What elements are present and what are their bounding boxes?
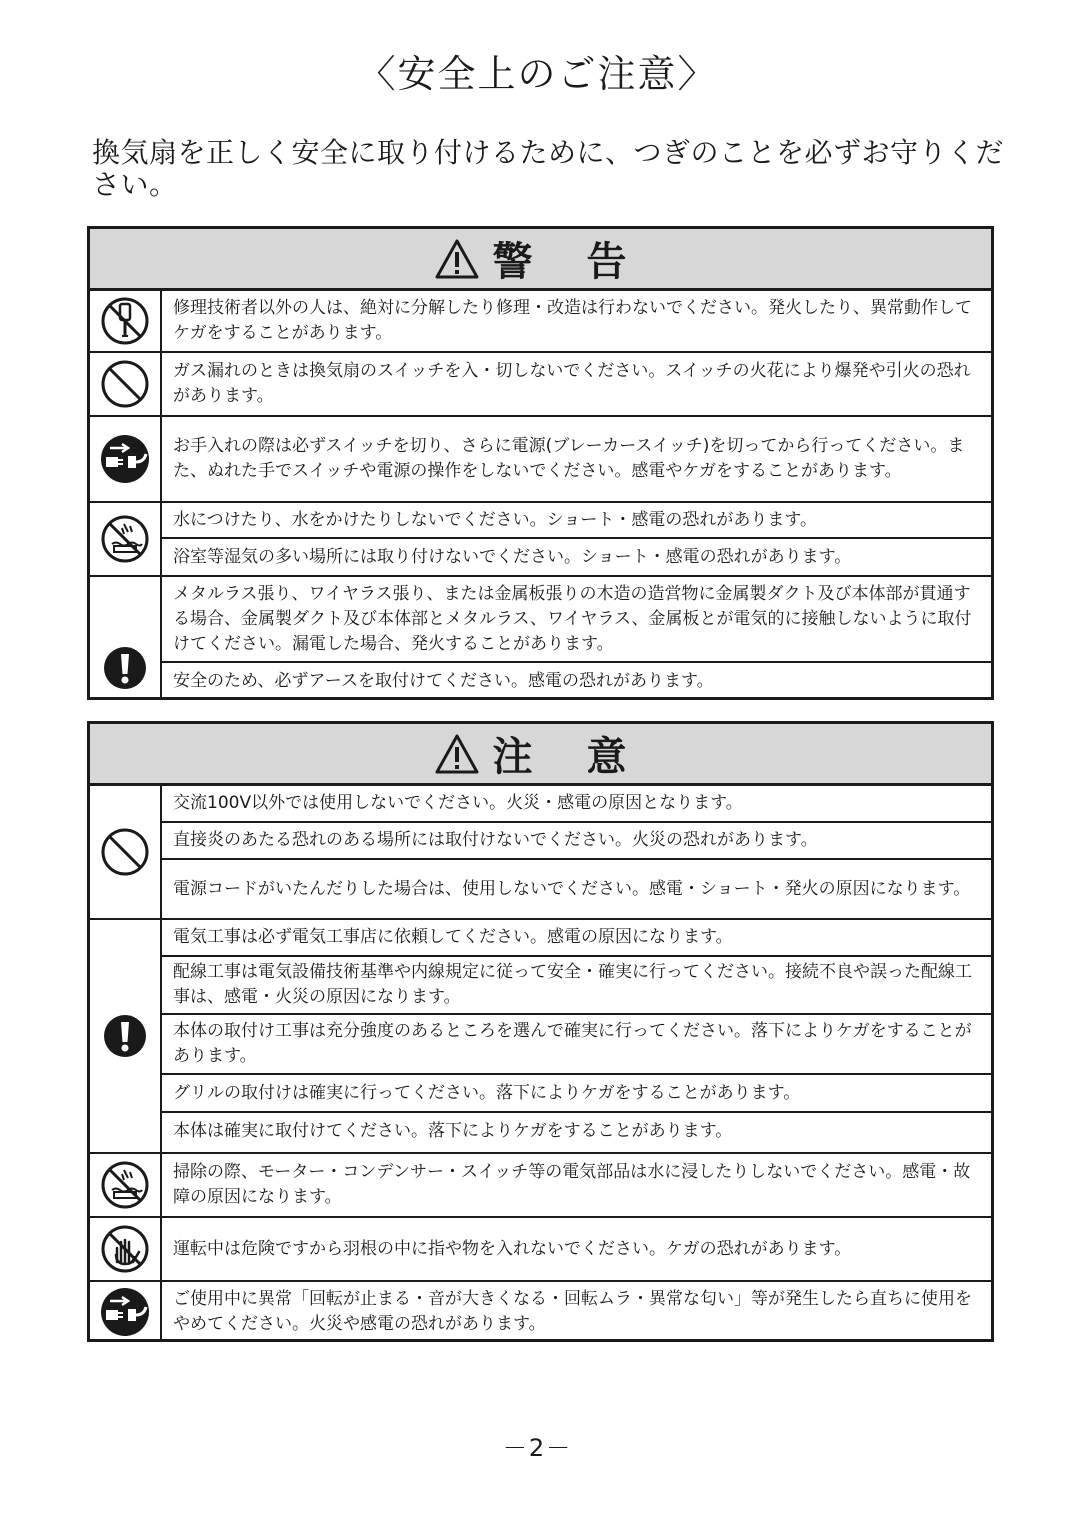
- caution-triangle-icon: [435, 734, 479, 774]
- warning-item: お手入れの際は必ずスイッチを切り、さらに電源(ブレーカースイッチ)を切ってから行ってください。また、ぬれた手でスイッチや電源の操作をしないでください。感電やケガをすることがあります。: [173, 436, 965, 481]
- warning-group-metal-lath: [90, 577, 991, 700]
- prohibition-icon: [90, 353, 162, 415]
- caution-item: 本体の取付け工事は充分強度のあるところを選んで確実に行ってください。落下によりケガをすることがあります。: [162, 1015, 991, 1075]
- caution-item: 電気工事は必ず電気工事店に依頼してください。感電の原因になります。: [162, 920, 991, 957]
- caution-item: 交流100V以外では使用しないでください。火災・感電の原因となります。: [162, 786, 991, 823]
- warning-header: [90, 229, 991, 291]
- caution-item: 本体は確実に取付けてください。落下によりケガをすることがあります。: [173, 1121, 733, 1141]
- prohibition-icon: [90, 786, 162, 918]
- caution-group-water: [90, 1154, 991, 1218]
- caution-header: [90, 724, 991, 786]
- no-water-icon: [90, 1154, 162, 1216]
- no-disassembly-icon: [90, 291, 162, 351]
- page-number: －2－: [502, 1434, 573, 1462]
- warning-item: 水につけたり、水をかけたりしないでください。ショート・感電の恐れがあります。: [162, 503, 991, 539]
- warning-item: 修理技術者以外の人は、絶対に分解したり修理・改造は行わないでください。発火したり、異常動作してケガをすることがあります。: [173, 298, 972, 343]
- warning-item: ガス漏れのときは換気扇のスイッチを入・切しないでください。スイッチの火花により爆発や引火の恐れがあります。: [173, 361, 971, 406]
- mandatory-icon: [90, 920, 162, 1152]
- caution-header-text: 注 意: [492, 734, 647, 780]
- warning-box: [87, 226, 994, 700]
- warning-group-water: [90, 503, 991, 577]
- caution-item: 配線工事は電気設備技術基準や内線規定に従って安全・確実に行ってください。接続不良や誤った配線工事は、感電・火災の原因になります。: [162, 957, 991, 1015]
- caution-item: ご使用中に異常「回転が止まる・音が大きくなる・回転ムラ・異常な匂い」等が発生したら直ちに使用をやめてください。火災や感電の恐れがあります。: [173, 1288, 972, 1334]
- warning-group-maintenance: [90, 417, 991, 503]
- warning-group-disassembly: [90, 291, 991, 353]
- mandatory-icon: [90, 577, 162, 700]
- no-water-icon: [90, 503, 162, 575]
- warning-item: メタルラス張り、ワイヤラス張り、または金属板張りの木造の造営物に金属製ダクト及び本体部が貫通する場合、金属製ダクト及び本体部とメタルラス、ワイヤラス、金属板とが電気的に接触しないように取付けてください。漏電した場合、発火することがあります。: [162, 577, 991, 663]
- caution-item: グリルの取付けは確実に行ってください。落下によりケガをすることがあります。: [162, 1075, 991, 1113]
- no-touch-icon: [90, 1218, 162, 1280]
- warning-item: 浴室等湿気の多い場所には取り付けないでください。ショート・感電の恐れがあります。: [173, 546, 852, 567]
- caution-group-no-touch: [90, 1218, 991, 1282]
- caution-item: 直接炎のあたる恐れのある場所には取付けないでください。火災の恐れがあります。: [162, 823, 991, 860]
- caution-item: 運転中は危険ですから羽根の中に指や物を入れないでください。ケガの恐れがあります。: [173, 1238, 852, 1259]
- caution-group-abnormal: [90, 1282, 991, 1341]
- caution-group-mandatory: [90, 920, 991, 1154]
- unplug-icon: [90, 417, 162, 501]
- warning-header-text: 警 告: [492, 239, 647, 285]
- page-title: 〈安全上のご注意〉: [357, 52, 718, 96]
- caution-item: 電源コードがいたんだりした場合は、使用しないでください。感電・ショート・発火の原因になります。: [173, 878, 971, 899]
- caution-group-prohibition: [90, 786, 991, 920]
- warning-group-gas: [90, 353, 991, 417]
- unplug-icon: [90, 1282, 162, 1341]
- caution-item: 掃除の際、モーター・コンデンサー・スイッチ等の電気部品は水に浸したりしないでください。感電・故障の原因になります。: [173, 1162, 971, 1207]
- intro-text: 換気扇を正しく安全に取り付けるために、つぎのことを必ずお守りください。: [92, 136, 1005, 201]
- warning-triangle-icon: [435, 239, 479, 279]
- caution-box: [87, 721, 994, 1342]
- warning-item: 安全のため、必ずアースを取付けてください。感電の恐れがあります。: [173, 671, 714, 691]
